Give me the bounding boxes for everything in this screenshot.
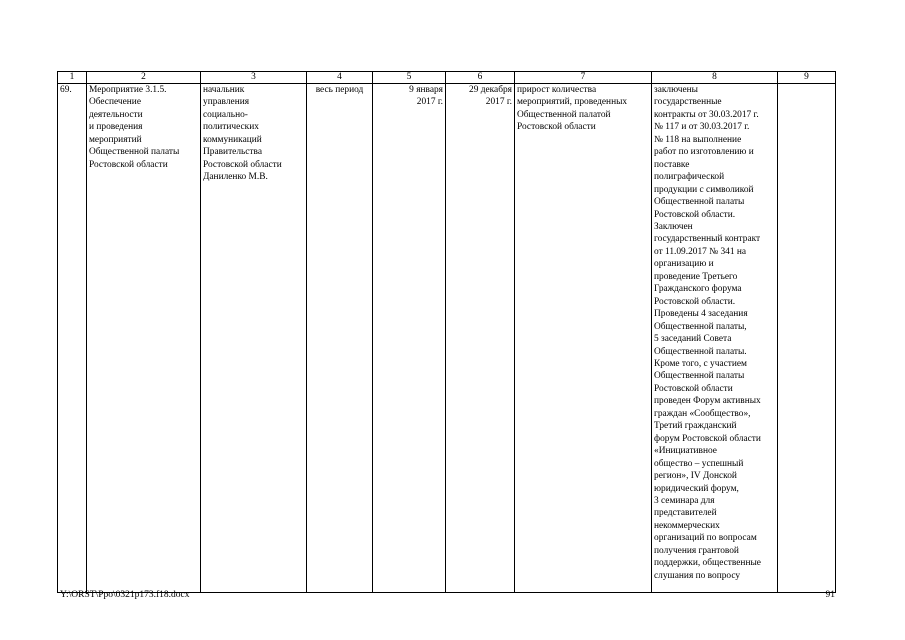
file-path: Y:\ORST\Ppo\0321p173.f18.docx	[60, 590, 190, 600]
text-line: 5 заседаний Совета	[654, 334, 732, 345]
text-line: государственный контракт	[654, 234, 761, 245]
text-line: общество – успешный	[654, 458, 744, 469]
text-line: мероприятий, проведенных	[517, 97, 628, 108]
actual-result-lines	[654, 84, 775, 582]
col-header: 1	[58, 72, 87, 84]
notes-cell	[778, 84, 836, 593]
text-line: 9 января	[409, 85, 443, 95]
text-line: поставке	[654, 159, 690, 170]
actual-result-cell	[652, 84, 778, 593]
text-line: Обеспечение	[89, 97, 141, 108]
text-line: продукции с символикой	[654, 184, 754, 195]
col-header: 7	[515, 72, 652, 84]
text-line: заключены	[654, 85, 698, 95]
text-line: деятельности	[89, 109, 143, 120]
text-line: 2017 г.	[485, 97, 512, 108]
text-line: Мероприятие 3.1.5.	[89, 85, 167, 95]
col-header: 8	[652, 72, 778, 84]
text-line: Гражданского форума	[654, 284, 742, 295]
text-line: социально-	[203, 109, 248, 120]
text-line: Кроме того, с участием	[654, 358, 747, 369]
text-line: Даниленко М.В.	[203, 172, 268, 183]
event-cell	[87, 84, 201, 593]
text-line: получения грантовой	[654, 545, 739, 556]
responsible-lines	[203, 84, 304, 184]
text-line: управления	[203, 97, 250, 108]
text-line: Ростовской области.	[654, 209, 736, 220]
text-line: контракты от 30.03.2017 г.	[654, 109, 759, 120]
text-line: поддержки, общественные	[654, 558, 761, 569]
text-line: 29 декабря	[469, 85, 512, 95]
col-header: 6	[446, 72, 515, 84]
text-line: представителей	[654, 508, 717, 519]
responsible-cell	[201, 84, 307, 593]
col-header: 9	[778, 72, 836, 84]
text-line: граждан «Сообщество»,	[654, 408, 751, 419]
text-line: Третий гражданский	[654, 421, 737, 432]
text-line: проведение Третьего	[654, 271, 738, 282]
report-table	[57, 71, 836, 593]
text-line: Общественной палаты	[654, 197, 745, 208]
header-row	[58, 72, 836, 84]
text-line: 2017 г.	[416, 97, 443, 108]
text-line: слушания по вопросу	[654, 570, 741, 581]
text-line: Правительства	[203, 147, 262, 158]
col-header: 4	[307, 72, 373, 84]
text-line: государственные	[654, 97, 722, 108]
end-date-cell	[446, 84, 515, 593]
table-row	[58, 84, 836, 593]
col-header: 2	[87, 72, 201, 84]
text-line: организаций по вопросам	[654, 533, 757, 544]
start-date-cell	[373, 84, 446, 593]
text-line: полиграфической	[654, 172, 725, 183]
text-line: политических	[203, 122, 259, 133]
expected-result-lines	[517, 84, 649, 134]
text-line: мероприятий	[89, 134, 142, 145]
text-line: Общественной палаты,	[654, 321, 747, 332]
text-line: 3 семинара для	[654, 495, 715, 506]
text-line: от 11.09.2017 № 341 на	[654, 246, 747, 257]
text-line: Ростовской области	[654, 383, 733, 394]
start-date-lines	[375, 84, 443, 109]
text-line: «Инициативное	[654, 446, 717, 457]
text-line: работ по изготовлению и	[654, 147, 754, 158]
text-line: Заключен	[654, 221, 693, 232]
text-line: Общественной палаты.	[654, 346, 747, 357]
text-line: Проведены 4 заседания	[654, 309, 748, 320]
text-line: Ростовской области	[203, 159, 282, 170]
text-line: и проведения	[89, 122, 143, 133]
text-line: Ростовской области.	[654, 296, 736, 307]
text-line: Общественной палаты	[654, 371, 745, 382]
text-line: некоммерческих	[654, 520, 720, 531]
text-line: проведен Форум активных	[654, 396, 761, 407]
text-line: форум Ростовской области	[654, 433, 761, 444]
end-date-lines	[448, 84, 512, 109]
text-line: Ростовской области	[517, 122, 596, 133]
text-line: прирост количества	[517, 85, 597, 95]
col-header: 5	[373, 72, 446, 84]
event-lines	[89, 84, 198, 171]
text-line: регион», IV Донской	[654, 471, 737, 482]
expected-result-cell	[515, 84, 652, 593]
row-number-cell: 69.	[58, 84, 87, 593]
text-line: № 117 и от 30.03.2017 г.	[654, 122, 750, 133]
col-header: 3	[201, 72, 307, 84]
text-line: юридический форум,	[654, 483, 739, 494]
text-line: Ростовской области	[89, 159, 168, 170]
text-line: № 118 на выполнение	[654, 134, 742, 145]
text-line: коммуникаций	[203, 134, 262, 145]
text-line: Общественной палатой	[517, 109, 611, 120]
page-number: 91	[825, 590, 835, 600]
period-cell: весь период	[307, 84, 373, 593]
text-line: Общественной палаты	[89, 147, 180, 158]
text-line: начальник	[203, 85, 245, 95]
text-line: организацию и	[654, 259, 714, 270]
